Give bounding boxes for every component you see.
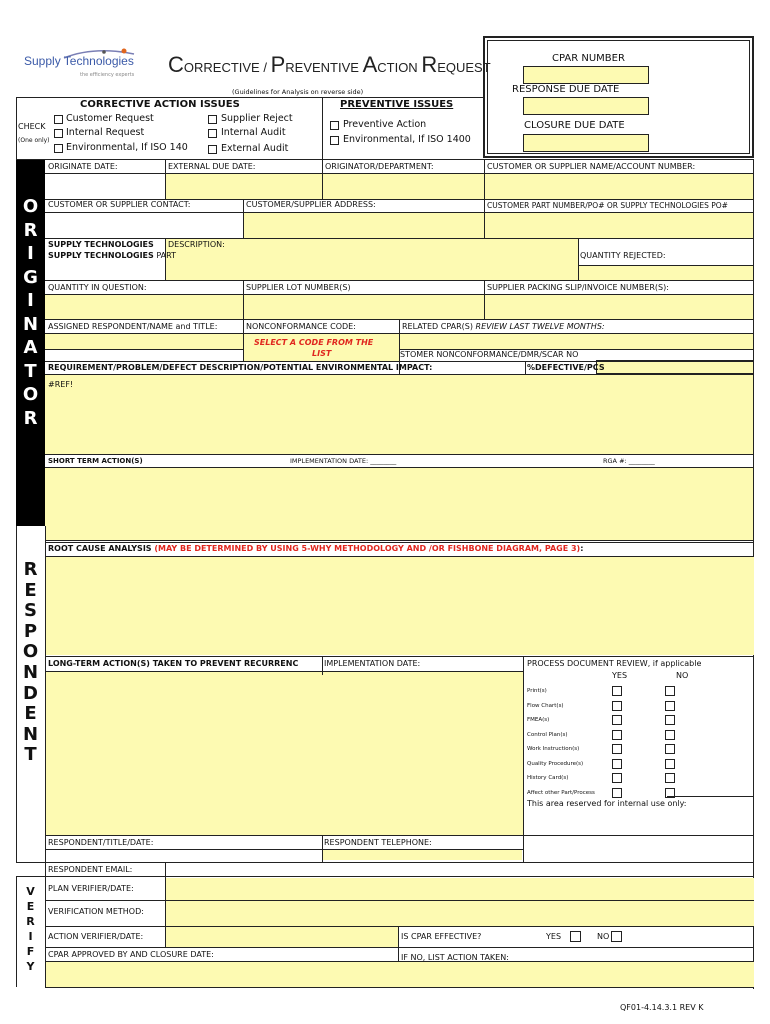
environmental-2-checkbox[interactable] <box>330 136 339 145</box>
customer-request-checkbox[interactable] <box>54 115 63 124</box>
address-field[interactable] <box>243 212 484 238</box>
description-field[interactable] <box>165 238 578 280</box>
originator-letter: R <box>23 407 38 429</box>
respondent-telephone-label: RESPONDENT TELEPHONE: <box>324 838 432 847</box>
action-verifier-field[interactable] <box>165 927 398 947</box>
respondent-letter: E <box>24 579 37 601</box>
ref-value: #REF! <box>48 380 74 389</box>
quantity-rejected-field[interactable] <box>578 265 754 280</box>
process-item-label: Quality Procedure(s) <box>527 760 584 767</box>
rga-label: RGA #: ________ <box>603 457 655 465</box>
select-code-note: SELECT A CODE FROM THE <box>254 338 374 347</box>
logo-tagline: the efficiency experts <box>80 72 135 78</box>
process-no-checkbox[interactable] <box>665 715 675 725</box>
originator-letter: I <box>27 243 34 264</box>
respondent-letter: O <box>22 641 39 663</box>
originator-letter: N <box>22 313 39 335</box>
percent-defective-label: %DEFECTIVE/PCS <box>527 363 605 372</box>
respondent-letter: D <box>23 682 38 704</box>
process-yes-checkbox[interactable] <box>612 773 622 783</box>
environmental-2-label: Environmental, If ISO 1400 <box>343 134 471 145</box>
supply-tech-part-label-2: SUPPLY TECHNOLOGIES PART <box>48 251 176 260</box>
cpar-number-field[interactable] <box>523 66 649 84</box>
problem-description-label: REQUIREMENT/PROBLEM/DEFECT DESCRIPTION/POTENTIAL ENVIRONMENTAL IMPACT: <box>48 363 433 372</box>
supplier-lot-field[interactable] <box>243 295 484 319</box>
verify-letter: F <box>26 945 35 958</box>
verification-method-field[interactable] <box>165 900 754 927</box>
logo <box>24 48 154 84</box>
verify-letter: Y <box>26 960 35 973</box>
preventive-action-checkbox[interactable] <box>330 121 339 130</box>
process-yes-checkbox[interactable] <box>612 686 622 696</box>
supplier-reject-label: Supplier Reject <box>221 113 293 124</box>
respondent-section-label <box>16 560 45 766</box>
assigned-respondent-field[interactable] <box>45 333 243 349</box>
process-review-label: PROCESS DOCUMENT REVIEW, if applicable <box>527 659 702 668</box>
internal-audit-checkbox[interactable] <box>208 129 217 138</box>
assigned-respondent-label: ASSIGNED RESPONDENT/NAME and TITLE: <box>48 322 218 331</box>
process-no-checkbox[interactable] <box>665 701 675 711</box>
cpar-number-label: CPAR NUMBER <box>552 53 625 64</box>
process-item-label: FMEA(s) <box>527 717 550 723</box>
short-term-action-label: SHORT TERM ACTION(S) <box>48 457 143 465</box>
reserved-note: This area reserved for internal use only: <box>527 799 687 808</box>
originate-date-label: ORIGINATE DATE: <box>48 162 118 171</box>
effective-no-label: NO <box>597 932 610 941</box>
originator-letter: T <box>24 360 37 382</box>
cpar-approved-field[interactable] <box>45 962 754 987</box>
process-no-checkbox[interactable] <box>665 759 675 769</box>
originator-letter: R <box>23 219 38 241</box>
environmental-1-label: Environmental, If ISO 140 <box>66 142 188 153</box>
guidelines-note: (Guidelines for Analysis on reverse side) <box>232 88 364 96</box>
effective-yes-label: YES <box>546 932 562 941</box>
packing-slip-label: SUPPLIER PACKING SLIP/INVOICE NUMBER(S): <box>487 283 669 292</box>
preventive-action-label: Preventive Action <box>343 119 427 130</box>
quantity-rejected-label: QUANTITY REJECTED: <box>580 251 666 260</box>
originator-letter: O <box>22 384 39 405</box>
internal-request-label: Internal Request <box>66 127 145 138</box>
verify-section-label <box>16 884 45 974</box>
process-item-label: History Card(s) <box>527 775 569 781</box>
is-cpar-effective-label: IS CPAR EFFECTIVE? <box>401 932 482 941</box>
preventive-title: PREVENTIVE ISSUES <box>340 99 454 110</box>
process-yes-checkbox[interactable] <box>612 788 622 798</box>
process-item-label: Flow Chart(s) <box>527 702 564 709</box>
process-no-checkbox[interactable] <box>665 744 675 754</box>
process-no-checkbox[interactable] <box>665 773 675 783</box>
quantity-in-question-label: QUANTITY IN QUESTION: <box>48 283 147 292</box>
closure-due-field[interactable] <box>523 134 649 152</box>
process-yes-checkbox[interactable] <box>612 759 622 769</box>
process-item-label: Print(s) <box>527 688 547 694</box>
verification-method-label: VERIFICATION METHOD: <box>48 907 144 916</box>
short-term-action-field[interactable] <box>45 467 754 540</box>
effective-yes-checkbox[interactable] <box>570 931 581 942</box>
response-due-field[interactable] <box>523 97 649 115</box>
process-item-label: Control Plan(s) <box>527 731 568 738</box>
external-due-date-label: EXTERNAL DUE DATE: <box>168 162 256 171</box>
form-id: QF01-4.14.3.1 REV K <box>620 1003 704 1012</box>
respondent-telephone-field[interactable] <box>322 849 522 860</box>
customer-nonconformance-label: STOMER NONCONFORMANCE/DMR/SCAR NO <box>400 350 579 359</box>
respondent-letter: N <box>22 661 39 683</box>
customer-part-number-label: CUSTOMER PART NUMBER/PO# OR SUPPLY TECHNOLOGIES PO# <box>487 201 728 210</box>
process-yes-checkbox[interactable] <box>612 730 622 740</box>
respondent-letter: P <box>23 620 38 642</box>
originator-section-label <box>16 195 45 430</box>
verify-letter: I <box>28 930 33 943</box>
action-verifier-label: ACTION VERIFIER/DATE: <box>48 932 144 941</box>
quantity-in-question-field[interactable] <box>45 295 243 319</box>
respondent-title-date-label: RESPONDENT/TITLE/DATE: <box>48 838 154 847</box>
process-yes-label: YES <box>612 671 628 680</box>
select-code-note-2: LIST <box>312 349 332 358</box>
customer-name-field[interactable] <box>485 174 754 199</box>
supply-tech-part-label-1: SUPPLY TECHNOLOGIES <box>48 240 154 249</box>
customer-supplier-name-label: CUSTOMER OR SUPPLIER NAME/ACCOUNT NUMBER: <box>487 162 696 171</box>
plan-verifier-label: PLAN VERIFIER/DATE: <box>48 884 134 893</box>
respondent-letter: N <box>22 723 39 745</box>
internal-audit-label: Internal Audit <box>221 127 286 138</box>
process-yes-checkbox[interactable] <box>612 744 622 754</box>
customer-supplier-address-label: CUSTOMER/SUPPLIER ADDRESS: <box>246 200 376 209</box>
related-cpars-field[interactable] <box>399 333 754 349</box>
respondent-letter: S <box>24 600 37 622</box>
external-audit-label: External Audit <box>221 143 289 154</box>
root-cause-label: ROOT CAUSE ANALYSIS (MAY BE DETERMINED BY USING 5-WHY METHODOLOGY AND /OR FISHBONE DIAGRAM, PAGE 3): <box>48 544 584 553</box>
customer-part-field[interactable] <box>485 212 754 238</box>
customer-request-label: Customer Request <box>66 113 154 124</box>
process-no-label: NO <box>676 671 689 680</box>
logo-text: Supply Technologies <box>24 54 134 68</box>
verify-letter: E <box>26 900 35 913</box>
nonconformance-code-label: NONCONFORMANCE CODE: <box>246 322 356 331</box>
respondent-letter: E <box>24 703 37 725</box>
supplier-reject-checkbox[interactable] <box>208 115 217 124</box>
long-term-action-label: LONG-TERM ACTION(S) TAKEN TO PREVENT RECURRENC <box>48 659 299 668</box>
internal-request-checkbox[interactable] <box>54 129 63 138</box>
percent-defective-field[interactable] <box>596 360 754 374</box>
process-no-checkbox[interactable] <box>665 730 675 740</box>
response-due-label: RESPONSE DUE DATE <box>512 84 620 95</box>
customer-supplier-contact-label: CUSTOMER OR SUPPLIER CONTACT: <box>48 200 191 209</box>
if-no-label: IF NO, LIST ACTION TAKEN: <box>401 953 509 962</box>
root-cause-field[interactable] <box>45 556 754 655</box>
environmental-1-checkbox[interactable] <box>54 144 63 153</box>
related-cpars-label: RELATED CPAR(S) REVIEW LAST TWELVE MONTHS: <box>402 322 605 331</box>
problem-description-field[interactable] <box>45 374 754 454</box>
originate-date-field[interactable] <box>165 174 485 199</box>
long-term-implementation-label: IMPLEMENTATION DATE: <box>324 659 421 668</box>
respondent-letter: T <box>24 744 37 766</box>
short-term-implementation-label: IMPLEMENTATION DATE: ________ <box>290 457 397 465</box>
page-title: CORRECTIVE / PREVENTIVE ACTION REQUEST <box>168 52 491 77</box>
external-audit-checkbox[interactable] <box>208 145 217 154</box>
originator-letter: I <box>27 290 34 311</box>
process-item-label: Affect other Part/Process <box>527 789 595 796</box>
long-term-action-field[interactable] <box>45 671 523 835</box>
respondent-letter: R <box>23 559 38 580</box>
process-no-checkbox[interactable] <box>665 686 675 696</box>
packing-slip-field[interactable] <box>485 295 754 319</box>
verify-letter: V <box>26 885 35 898</box>
description-label: DESCRIPTION: <box>168 240 225 249</box>
corrective-title: CORRECTIVE ACTION ISSUES <box>80 99 240 110</box>
check-sub: (One only) <box>18 137 50 144</box>
process-yes-checkbox[interactable] <box>612 701 622 711</box>
effective-no-checkbox[interactable] <box>611 931 622 942</box>
closure-due-label: CLOSURE DUE DATE <box>524 120 625 131</box>
process-item-label: Work Instruction(s) <box>527 746 580 752</box>
plan-verifier-field[interactable] <box>165 878 754 900</box>
cpar-approved-label: CPAR APPROVED BY AND CLOSURE DATE: <box>48 950 214 959</box>
verify-letter: R <box>26 915 35 928</box>
originator-letter: G <box>23 266 38 288</box>
originator-department-label: ORIGINATOR/DEPARTMENT: <box>325 162 434 171</box>
check-label: CHECK <box>18 122 46 131</box>
originator-letter: O <box>22 196 39 217</box>
respondent-email-label: RESPONDENT EMAIL: <box>48 865 133 874</box>
process-yes-checkbox[interactable] <box>612 715 622 725</box>
originator-letter: A <box>23 337 38 358</box>
supplier-lot-label: SUPPLIER LOT NUMBER(S) <box>246 283 351 292</box>
